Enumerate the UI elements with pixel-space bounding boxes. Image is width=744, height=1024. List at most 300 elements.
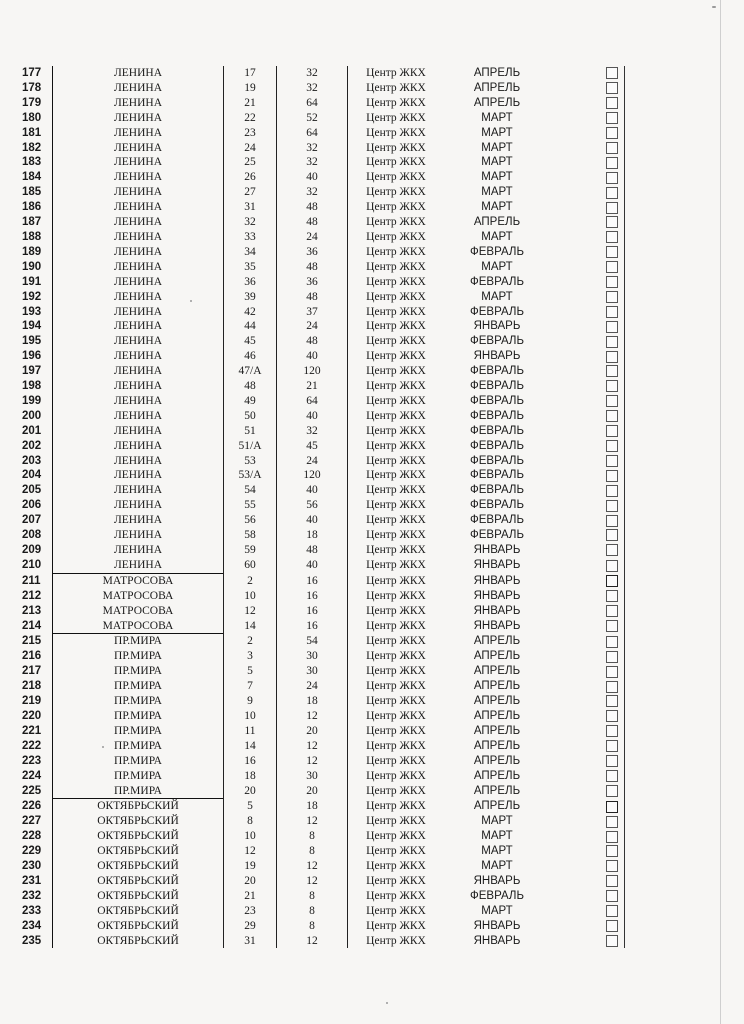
checkbox-icon[interactable] — [606, 529, 618, 541]
inspection-month: ФЕВРАЛЬ — [469, 305, 524, 318]
row-number: 221 — [22, 724, 42, 737]
table-row — [22, 558, 625, 573]
street-name: ОКТЯБРЬСКИЙ — [53, 799, 224, 814]
checkbox-icon[interactable] — [606, 425, 618, 437]
apartment-count: 18 — [277, 694, 348, 709]
service-organization: Центр ЖКХ — [348, 275, 445, 290]
house-number: 33 — [224, 230, 277, 245]
inspection-month: ЯНВАРЬ — [473, 919, 521, 932]
street-name: ЛЕНИНА — [53, 230, 224, 245]
checkbox-icon[interactable] — [606, 831, 618, 843]
row-number: 226 — [22, 800, 42, 813]
checkbox-cell — [600, 679, 625, 694]
blank-cell — [550, 170, 600, 185]
checkbox-cell — [600, 185, 625, 200]
street-name: ОКТЯБРЬСКИЙ — [53, 904, 224, 919]
checkbox-icon[interactable] — [606, 485, 618, 497]
house-number: 51/А — [224, 439, 277, 454]
checkbox-icon[interactable] — [606, 97, 618, 109]
blank-cell — [550, 769, 600, 784]
apartment-count: 37 — [277, 305, 348, 320]
service-organization: Центр ЖКХ — [348, 874, 445, 889]
apartment-count: 48 — [277, 215, 348, 230]
row-number: 197 — [22, 365, 42, 378]
row-number: 186 — [22, 201, 42, 214]
house-number: 60 — [224, 558, 277, 573]
street-name: МАТРОСОВА — [53, 589, 224, 604]
house-number: 19 — [224, 859, 277, 874]
checkbox-icon[interactable] — [606, 905, 618, 917]
inspection-month: ФЕВРАЛЬ — [469, 275, 524, 288]
inspection-month: МАРТ — [481, 830, 513, 843]
street-name: ЛЕНИНА — [53, 305, 224, 320]
row-number: 213 — [22, 604, 42, 617]
checkbox-icon[interactable] — [606, 890, 618, 902]
service-organization: Центр ЖКХ — [348, 679, 445, 694]
inspection-month: АПРЕЛЬ — [473, 709, 521, 722]
house-number: 2 — [224, 634, 277, 649]
table-row — [22, 364, 625, 379]
table-row — [22, 66, 625, 81]
house-number: 11 — [224, 724, 277, 739]
inspection-month: ФЕВРАЛЬ — [469, 439, 524, 452]
row-number: 223 — [22, 754, 42, 767]
row-number: 227 — [22, 815, 42, 828]
table-row — [22, 126, 625, 141]
checkbox-icon[interactable] — [606, 515, 618, 527]
checkbox-icon[interactable] — [606, 365, 618, 377]
checkbox-icon[interactable] — [606, 246, 618, 258]
checkbox-icon[interactable] — [606, 276, 618, 288]
checkbox-cell — [600, 874, 625, 889]
checkbox-icon[interactable] — [606, 216, 618, 228]
apartment-count: 30 — [277, 769, 348, 784]
checkbox-icon[interactable] — [606, 127, 618, 139]
apartment-count: 8 — [277, 904, 348, 919]
inspection-month: АПРЕЛЬ — [473, 784, 521, 797]
blank-cell — [550, 558, 600, 573]
checkbox-icon[interactable] — [606, 770, 618, 782]
service-organization: Центр ЖКХ — [348, 604, 445, 619]
service-organization: Центр ЖКХ — [348, 859, 445, 874]
service-organization: Центр ЖКХ — [348, 394, 445, 409]
checkbox-icon[interactable] — [606, 695, 618, 707]
apartment-count: 32 — [277, 185, 348, 200]
house-number: 53/А — [224, 468, 277, 483]
house-number: 23 — [224, 126, 277, 141]
checkbox-icon[interactable] — [606, 801, 618, 813]
table-row — [22, 468, 625, 483]
table-row — [22, 454, 625, 469]
apartment-count: 16 — [277, 604, 348, 619]
street-name: ПР.МИРА — [53, 754, 224, 769]
blank-cell — [550, 634, 600, 649]
table-row — [22, 185, 625, 200]
street-name: ПР.МИРА — [53, 679, 224, 694]
row-number: 181 — [22, 126, 42, 139]
apartment-count: 30 — [277, 664, 348, 679]
inspection-month: АПРЕЛЬ — [473, 724, 521, 737]
table-row — [22, 155, 625, 170]
checkbox-icon[interactable] — [606, 351, 618, 363]
checkbox-icon[interactable] — [606, 112, 618, 124]
checkbox-icon[interactable] — [606, 860, 618, 872]
street-name: ЛЕНИНА — [53, 528, 224, 543]
street-name: ЛЕНИНА — [53, 141, 224, 156]
scan-speck — [386, 1002, 388, 1004]
inspection-month: МАРТ — [481, 904, 513, 917]
table-row — [22, 230, 625, 245]
inspection-month: МАРТ — [481, 230, 513, 243]
table-row — [22, 349, 625, 364]
checkbox-cell — [600, 844, 625, 859]
blank-cell — [550, 215, 600, 230]
house-number: 20 — [224, 784, 277, 799]
service-organization: Центр ЖКХ — [348, 245, 445, 260]
service-organization: Центр ЖКХ — [348, 230, 445, 245]
inspection-month: ФЕВРАЛЬ — [469, 529, 524, 542]
table-row — [22, 874, 625, 889]
blank-cell — [550, 799, 600, 814]
checkbox-icon[interactable] — [606, 710, 618, 722]
apartment-count: 40 — [277, 558, 348, 573]
table-row — [22, 724, 625, 739]
checkbox-icon[interactable] — [606, 875, 618, 887]
checkbox-icon[interactable] — [606, 755, 618, 767]
house-number: 7 — [224, 679, 277, 694]
checkbox-icon[interactable] — [606, 651, 618, 663]
checkbox-icon[interactable] — [606, 67, 618, 79]
checkbox-icon[interactable] — [606, 187, 618, 199]
apartment-count: 16 — [277, 589, 348, 604]
apartment-count: 48 — [277, 543, 348, 558]
street-name: ПР.МИРА — [53, 784, 224, 799]
service-organization: Центр ЖКХ — [348, 814, 445, 829]
checkbox-cell — [600, 424, 625, 439]
checkbox-cell — [600, 126, 625, 141]
house-number: 24 — [224, 141, 277, 156]
street-name: ЛЕНИНА — [53, 319, 224, 334]
row-number: 228 — [22, 830, 42, 843]
checkbox-icon[interactable] — [606, 935, 618, 947]
service-organization: Центр ЖКХ — [348, 66, 445, 81]
street-name: ОКТЯБРЬСКИЙ — [53, 919, 224, 934]
checkbox-cell — [600, 111, 625, 126]
checkbox-cell — [600, 634, 625, 649]
inspection-month: МАРТ — [481, 260, 513, 273]
checkbox-cell — [600, 528, 625, 543]
apartment-count: 8 — [277, 829, 348, 844]
table-row — [22, 829, 625, 844]
checkbox-icon[interactable] — [606, 544, 618, 556]
house-number: 59 — [224, 543, 277, 558]
checkbox-icon[interactable] — [606, 575, 618, 587]
checkbox-icon[interactable] — [606, 740, 618, 752]
apartment-count: 20 — [277, 784, 348, 799]
checkbox-icon[interactable] — [606, 142, 618, 154]
row-number: 220 — [22, 709, 42, 722]
inspection-month: МАРТ — [481, 290, 513, 303]
checkbox-icon[interactable] — [606, 920, 618, 932]
blank-cell — [550, 709, 600, 724]
inspection-month: ФЕВРАЛЬ — [469, 365, 524, 378]
row-number: 179 — [22, 96, 42, 109]
checkbox-cell — [600, 245, 625, 260]
house-number: 10 — [224, 709, 277, 724]
row-number: 199 — [22, 394, 42, 407]
checkbox-icon[interactable] — [606, 336, 618, 348]
table-row — [22, 799, 625, 814]
table-row — [22, 589, 625, 604]
checkbox-icon[interactable] — [606, 590, 618, 602]
house-number: 10 — [224, 829, 277, 844]
checkbox-icon[interactable] — [606, 231, 618, 243]
row-number: 212 — [22, 589, 42, 602]
blank-cell — [550, 528, 600, 543]
checkbox-cell — [600, 81, 625, 96]
checkbox-cell — [600, 814, 625, 829]
street-name: ЛЕНИНА — [53, 81, 224, 96]
checkbox-icon[interactable] — [606, 500, 618, 512]
row-number: 200 — [22, 409, 42, 422]
checkbox-icon[interactable] — [606, 785, 618, 797]
inspection-month: АПРЕЛЬ — [473, 739, 521, 752]
blank-cell — [550, 934, 600, 949]
inspection-month: ЯНВАРЬ — [473, 544, 521, 556]
service-organization: Центр ЖКХ — [348, 573, 445, 588]
checkbox-cell — [600, 170, 625, 185]
checkbox-icon[interactable] — [606, 82, 618, 94]
blank-cell — [550, 185, 600, 200]
service-organization: Центр ЖКХ — [348, 215, 445, 230]
table-row — [22, 394, 625, 409]
street-name: МАТРОСОВА — [53, 573, 224, 588]
street-name: ЛЕНИНА — [53, 111, 224, 126]
checkbox-cell — [600, 439, 625, 454]
checkbox-cell — [600, 66, 625, 81]
checkbox-icon[interactable] — [606, 380, 618, 392]
checkbox-icon[interactable] — [606, 440, 618, 452]
blank-cell — [550, 275, 600, 290]
checkbox-icon[interactable] — [606, 560, 618, 572]
table-row — [22, 513, 625, 528]
table-row — [22, 573, 625, 588]
checkbox-cell — [600, 96, 625, 111]
service-organization: Центр ЖКХ — [348, 889, 445, 904]
street-name: ЛЕНИНА — [53, 215, 224, 230]
checkbox-cell — [600, 230, 625, 245]
checkbox-icon[interactable] — [606, 470, 618, 482]
inspection-month: ФЕВРАЛЬ — [469, 499, 524, 512]
table-row — [22, 290, 625, 305]
checkbox-icon[interactable] — [606, 261, 618, 273]
blank-cell — [550, 66, 600, 81]
blank-cell — [550, 439, 600, 454]
apartment-count: 21 — [277, 379, 348, 394]
service-organization: Центр ЖКХ — [348, 904, 445, 919]
street-name: ЛЕНИНА — [53, 245, 224, 260]
street-name: ЛЕНИНА — [53, 454, 224, 469]
inspection-month: МАРТ — [481, 815, 513, 828]
checkbox-icon[interactable] — [606, 605, 618, 617]
table-row — [22, 904, 625, 919]
apartment-count: 8 — [277, 844, 348, 859]
table-row — [22, 604, 625, 619]
service-organization: Центр ЖКХ — [348, 409, 445, 424]
checkbox-icon[interactable] — [606, 410, 618, 422]
checkbox-cell — [600, 859, 625, 874]
row-number: 183 — [22, 156, 42, 169]
inspection-month: ФЕВРАЛЬ — [469, 394, 524, 407]
checkbox-cell — [600, 919, 625, 934]
street-name: ПР.МИРА — [53, 634, 224, 649]
checkbox-cell — [600, 498, 625, 513]
table-row — [22, 844, 625, 859]
house-number: 44 — [224, 319, 277, 334]
blank-cell — [550, 679, 600, 694]
street-name: ЛЕНИНА — [53, 424, 224, 439]
inspection-month: АПРЕЛЬ — [473, 96, 521, 109]
checkbox-icon[interactable] — [606, 172, 618, 184]
table-row — [22, 634, 625, 649]
service-organization: Центр ЖКХ — [348, 543, 445, 558]
checkbox-cell — [600, 799, 625, 814]
blank-cell — [550, 379, 600, 394]
apartment-count: 20 — [277, 724, 348, 739]
street-name: ЛЕНИНА — [53, 483, 224, 498]
service-organization: Центр ЖКХ — [348, 439, 445, 454]
checkbox-cell — [600, 664, 625, 679]
checkbox-icon[interactable] — [606, 636, 618, 648]
service-organization: Центр ЖКХ — [348, 799, 445, 814]
table-row — [22, 649, 625, 664]
street-name: ЛЕНИНА — [53, 185, 224, 200]
checkbox-icon[interactable] — [606, 620, 618, 632]
street-name: ЛЕНИНА — [53, 334, 224, 349]
row-number: 231 — [22, 874, 42, 887]
apartment-count: 18 — [277, 528, 348, 543]
apartment-count: 18 — [277, 799, 348, 814]
apartment-count: 12 — [277, 739, 348, 754]
checkbox-icon[interactable] — [606, 306, 618, 318]
service-organization: Центр ЖКХ — [348, 694, 445, 709]
house-number: 35 — [224, 260, 277, 275]
checkbox-cell — [600, 290, 625, 305]
inspection-month: ФЕВРАЛЬ — [469, 409, 524, 422]
apartment-count: 32 — [277, 66, 348, 81]
checkbox-cell — [600, 934, 625, 949]
street-name: ЛЕНИНА — [53, 468, 224, 483]
house-number: 51 — [224, 424, 277, 439]
inspection-month: МАРТ — [481, 111, 513, 124]
street-name: ПР.МИРА — [53, 649, 224, 664]
checkbox-cell — [600, 739, 625, 754]
house-number: 21 — [224, 96, 277, 111]
inspection-month: МАРТ — [481, 171, 513, 184]
service-organization: Центр ЖКХ — [348, 96, 445, 111]
apartment-count: 24 — [277, 319, 348, 334]
row-number: 219 — [22, 695, 42, 708]
blank-cell — [550, 141, 600, 156]
house-number: 10 — [224, 589, 277, 604]
row-number: 177 — [22, 67, 42, 79]
service-organization: Центр ЖКХ — [348, 126, 445, 141]
row-number: 182 — [22, 141, 42, 154]
checkbox-icon[interactable] — [606, 321, 618, 333]
checkbox-icon[interactable] — [606, 157, 618, 169]
house-number: 46 — [224, 349, 277, 364]
house-number: 39 — [224, 290, 277, 305]
row-number: 189 — [22, 245, 42, 258]
house-number: 55 — [224, 498, 277, 513]
apartment-count: 40 — [277, 349, 348, 364]
blank-cell — [550, 724, 600, 739]
street-name: ОКТЯБРЬСКИЙ — [53, 859, 224, 874]
checkbox-cell — [600, 260, 625, 275]
service-organization: Центр ЖКХ — [348, 260, 445, 275]
checkbox-cell — [600, 305, 625, 320]
blank-cell — [550, 260, 600, 275]
house-number: 42 — [224, 305, 277, 320]
checkbox-icon[interactable] — [606, 725, 618, 737]
apartment-count: 32 — [277, 81, 348, 96]
house-number: 47/А — [224, 364, 277, 379]
table-row — [22, 619, 625, 634]
checkbox-icon[interactable] — [606, 681, 618, 693]
checkbox-icon[interactable] — [606, 845, 618, 857]
inspection-month: ФЕВРАЛЬ — [469, 514, 524, 527]
table-row — [22, 245, 625, 260]
table-row — [22, 424, 625, 439]
blank-cell — [550, 290, 600, 305]
checkbox-cell — [600, 619, 625, 634]
checkbox-icon[interactable] — [606, 395, 618, 407]
inspection-month: АПРЕЛЬ — [473, 650, 521, 663]
blank-cell — [550, 468, 600, 483]
checkbox-icon[interactable] — [606, 202, 618, 214]
street-name: ЛЕНИНА — [53, 364, 224, 379]
table-row — [22, 664, 625, 679]
apartment-count: 36 — [277, 245, 348, 260]
row-number: 185 — [22, 186, 42, 199]
apartment-count: 12 — [277, 754, 348, 769]
street-name: ОКТЯБРЬСКИЙ — [53, 844, 224, 859]
house-number: 32 — [224, 215, 277, 230]
table-row — [22, 334, 625, 349]
street-name: ОКТЯБРЬСКИЙ — [53, 829, 224, 844]
row-number: 232 — [22, 889, 42, 902]
inspection-month: ФЕВРАЛЬ — [469, 454, 524, 467]
checkbox-cell — [600, 454, 625, 469]
house-number: 31 — [224, 200, 277, 215]
street-name: ЛЕНИНА — [53, 155, 224, 170]
table-row — [22, 814, 625, 829]
inspection-month: АПРЕЛЬ — [473, 800, 521, 813]
register-rows — [22, 66, 625, 948]
house-number: 25 — [224, 155, 277, 170]
house-number: 34 — [224, 245, 277, 260]
checkbox-icon[interactable] — [606, 666, 618, 678]
blank-cell — [550, 874, 600, 889]
page-edge-line — [720, 0, 721, 1024]
checkbox-icon[interactable] — [606, 816, 618, 828]
table-row — [22, 96, 625, 111]
apartment-count: 64 — [277, 96, 348, 111]
checkbox-icon[interactable] — [606, 291, 618, 303]
checkbox-icon[interactable] — [606, 455, 618, 467]
row-number: 194 — [22, 320, 42, 333]
service-organization: Центр ЖКХ — [348, 844, 445, 859]
